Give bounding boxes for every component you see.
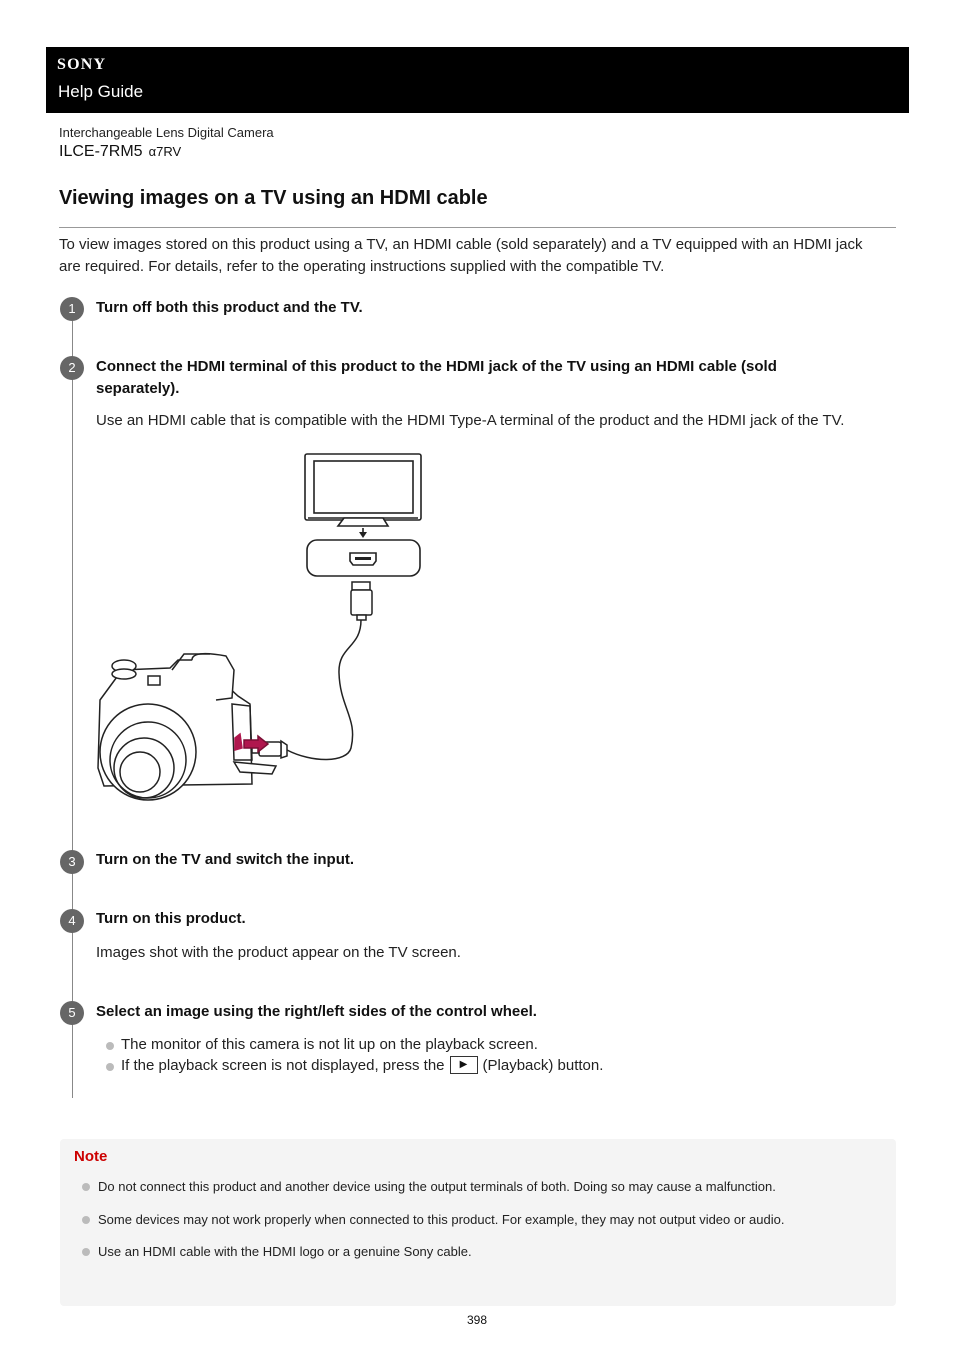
help-guide-label: Help Guide [58,82,144,101]
step-5-bullets [104,1035,603,1076]
step-title-1: Turn off both this product and the TV. [96,299,363,316]
step-title-3: Turn on the TV and switch the input. [96,851,355,868]
bullet-icon [106,1063,114,1071]
list-item: Some devices may not work properly when connected to this product. For example, they may not output video or audio. [82,1212,784,1227]
title-divider [59,227,896,228]
step-text-2: Use an HDMI cable that is compatible with the HDMI Type-A terminal of the product and the HDMI jack of the TV. [96,412,845,429]
step-text-4: Images shot with the product appear on the TV screen. [96,944,461,961]
bullet-icon [82,1183,90,1191]
list-item: Use an HDMI cable with the HDMI logo or a genuine Sony cable. [82,1244,784,1259]
hdmi-connection-illustration [92,448,432,818]
step-number-3: 3 [60,850,84,874]
bullet-icon [82,1216,90,1224]
step-title-4: Turn on this product. [96,910,246,927]
step-number-1: 1 [60,297,84,321]
list-item: Do not connect this product and another device using the output terminals of both. Doing so may cause a malfunction. [82,1179,784,1194]
product-type: Interchangeable Lens Digital Camera [59,125,274,140]
step-number-4: 4 [60,909,84,933]
bullet-icon [106,1042,114,1050]
tv-icon [305,454,421,576]
sony-logo: SONY [57,56,107,73]
header-bar [46,47,909,113]
steps-timeline [72,308,73,1098]
step-title-5: Select an image using the right/left sides of the control wheel. [96,1003,537,1020]
note-box [60,1139,896,1306]
step-number-5: 5 [60,1001,84,1025]
model-alias: α7RV [148,144,182,159]
list-item: The monitor of this camera is not lit up on the playback screen. [104,1035,603,1056]
bullet-icon [82,1248,90,1256]
model-row [59,143,181,161]
step-title-2: Connect the HDMI terminal of this product to the HDMI jack of the TV using an HDMI cable (sold separately). [96,358,777,397]
step-number-2: 2 [60,356,84,380]
play-icon: ▶ [450,1056,478,1074]
note-list [82,1179,784,1277]
page-number: 398 [466,1313,488,1327]
model-number: ILCE-7RM5 [59,143,143,160]
list-item: If the playback screen is not displayed, press the ▶ (Playback) button. [104,1056,603,1077]
camera-icon [98,654,276,800]
note-title: Note [74,1148,108,1165]
hdmi-cable-icon [252,582,372,760]
intro-paragraph: To view images stored on this product using a TV, an HDMI cable (sold separately) and a TV equipped with an HDMI jack are required. For details, refer to the operating instructions supplied with the compatible TV. [59,236,863,275]
page-title: Viewing images on a TV using an HDMI cable [59,187,488,209]
